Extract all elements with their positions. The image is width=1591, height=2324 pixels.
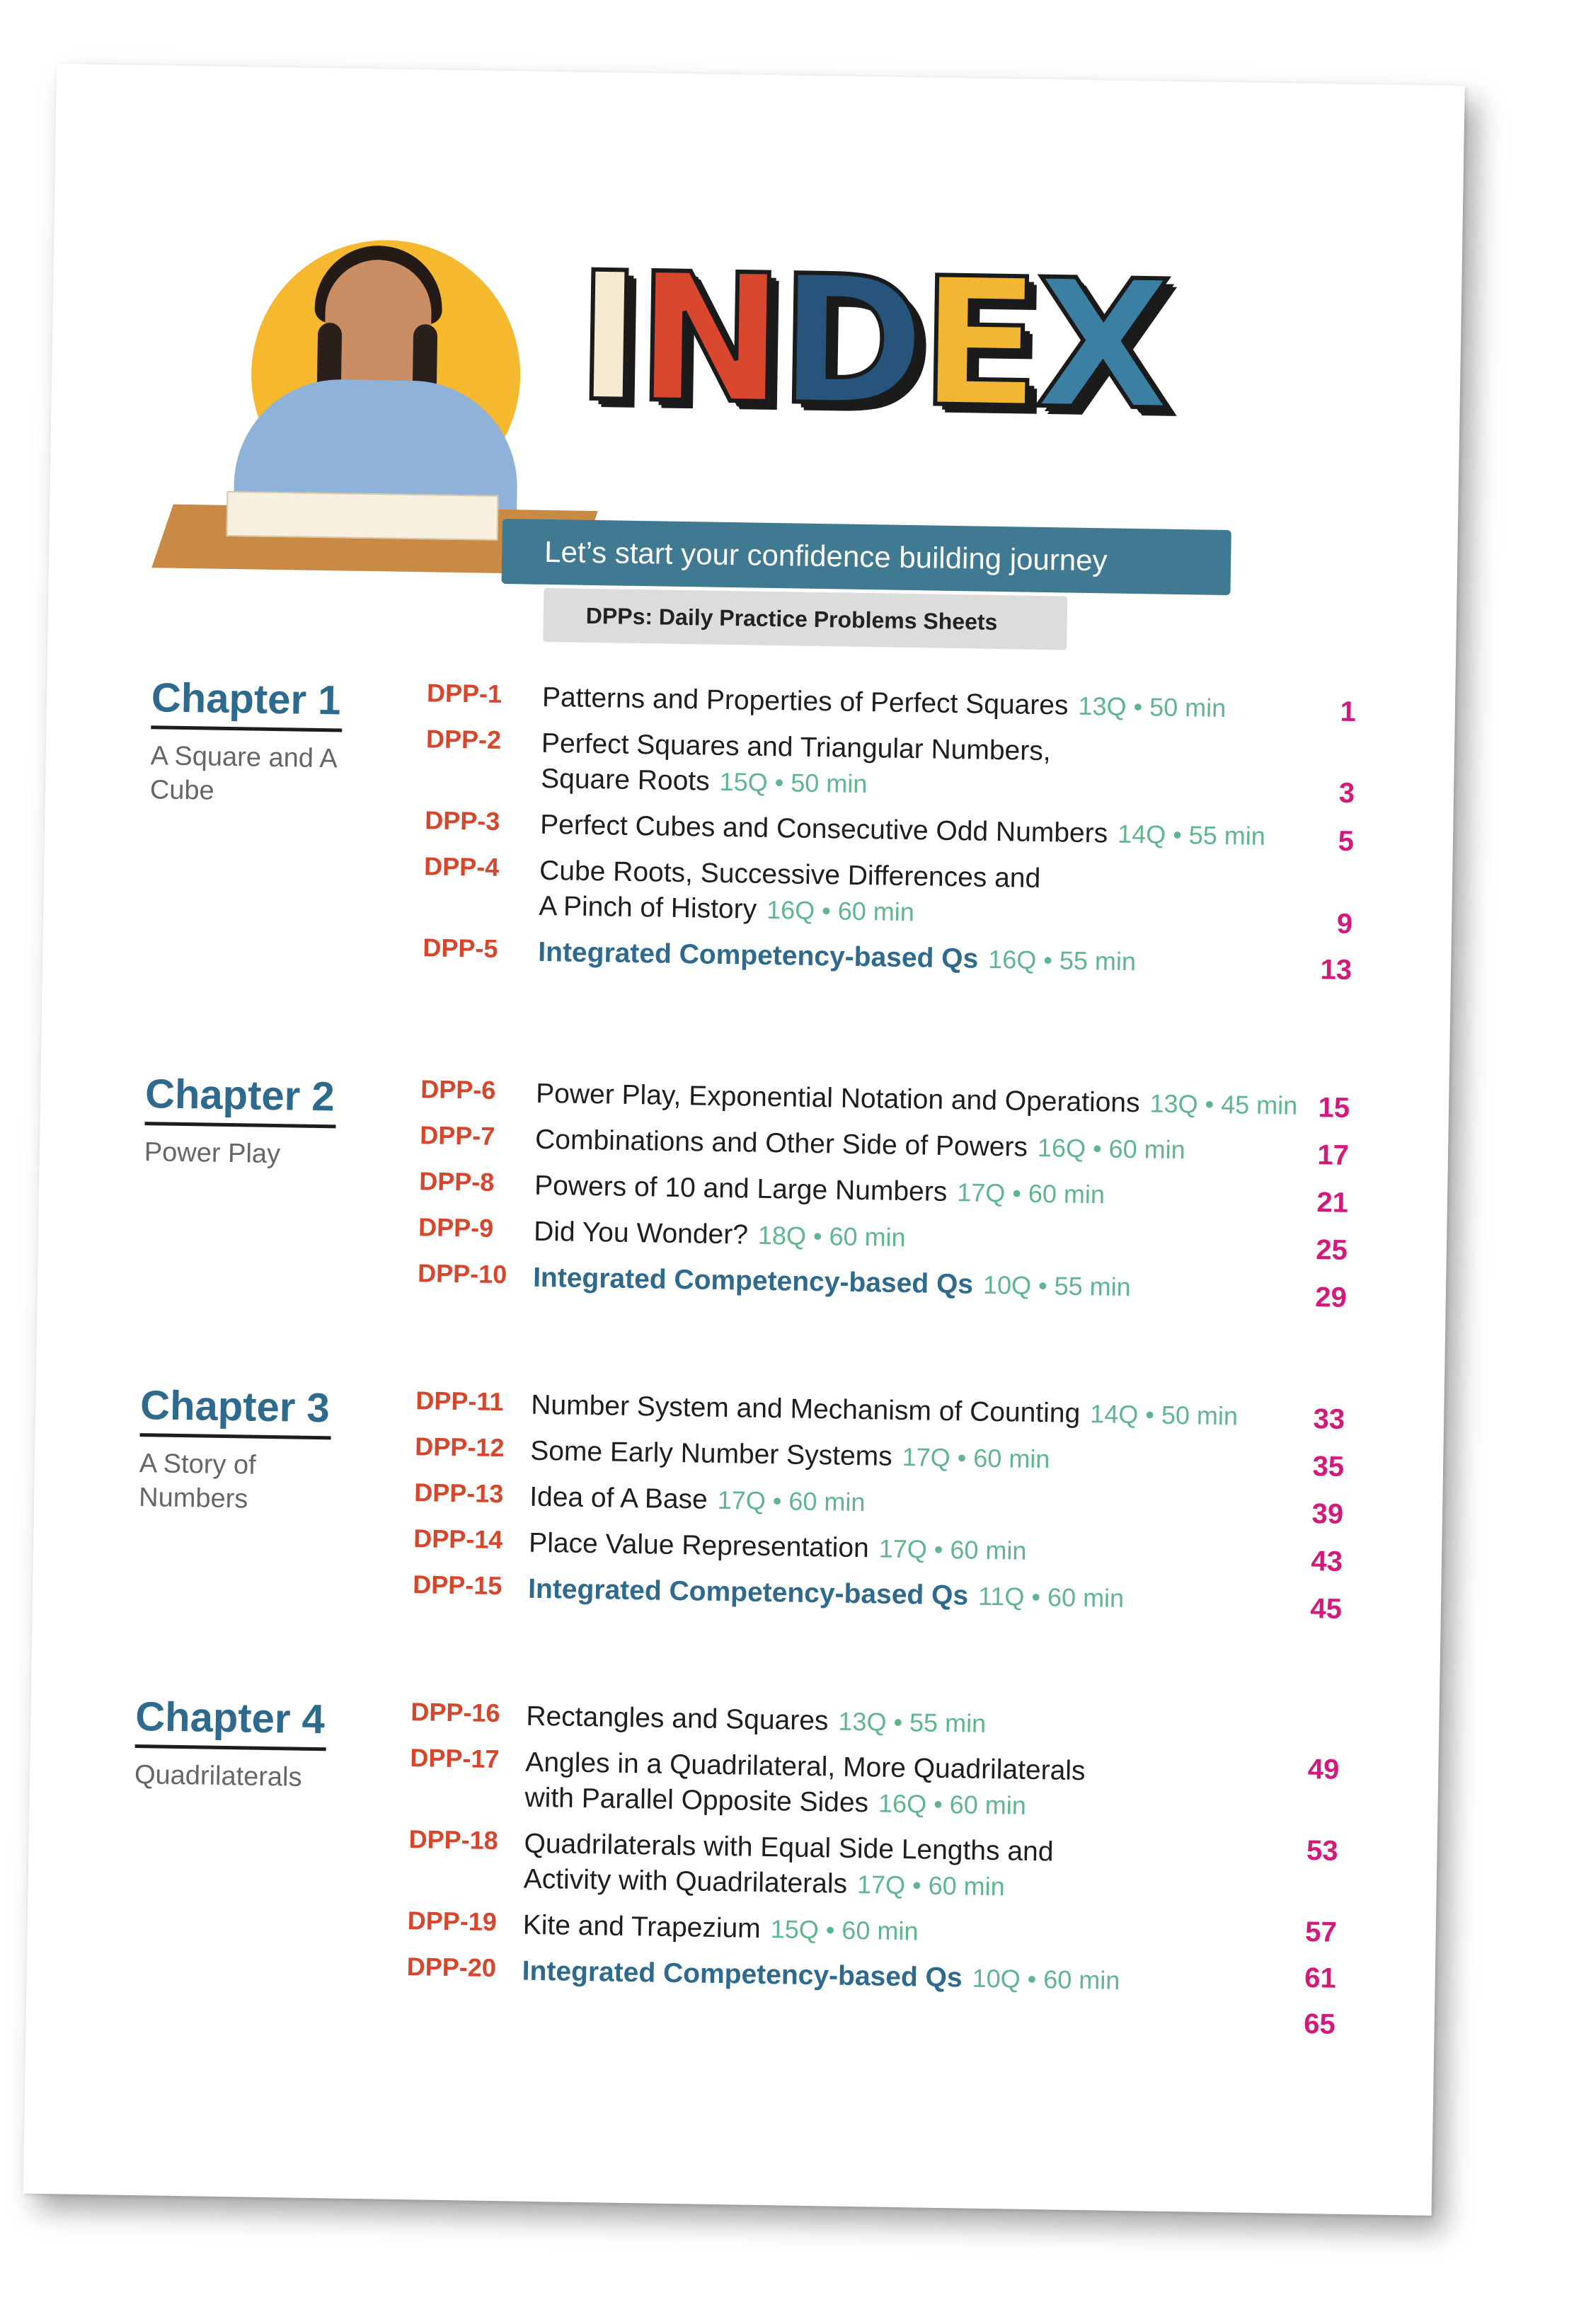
dpp-meta: 17Q • 60 min xyxy=(717,1485,866,1517)
dpp-code: DPP-13 xyxy=(414,1478,504,1509)
dpp-meta: 15Q • 60 min xyxy=(770,1914,919,1946)
dpp-title-text: Angles in a Quadrilateral, More Quadrilaterals xyxy=(525,1747,1086,1787)
dpp-title-text: Integrated Competency-based Qs xyxy=(522,1955,963,1994)
dpp-meta: 17Q • 60 min xyxy=(956,1178,1105,1209)
dpp-meta: 13Q • 45 min xyxy=(1149,1088,1298,1120)
dpp-meta: 16Q • 60 min xyxy=(878,1788,1027,1820)
chapter-2-section xyxy=(41,1069,1449,1313)
dpp-code: DPP-3 xyxy=(424,805,500,836)
dpp-title-text: Rectangles and Squares xyxy=(526,1701,829,1737)
index-letter: I xyxy=(574,234,638,441)
index-title xyxy=(574,234,1168,449)
dpp-meta: 17Q • 60 min xyxy=(856,1870,1006,1902)
page-number: 35 xyxy=(1312,1451,1345,1483)
dpp-title-text-line2: with Parallel Opposite Sides xyxy=(524,1782,869,1819)
dpp-title-text: Number System and Mechanism of Counting xyxy=(530,1389,1081,1429)
index-letter: D xyxy=(776,237,922,446)
index-letter: X xyxy=(1033,241,1168,449)
page-number: 61 xyxy=(1304,1962,1337,1994)
tagline-banner: Let’s start your confidence building journey xyxy=(502,519,1231,595)
dpp-title-text-line2: A Pinch of History xyxy=(539,890,757,925)
subtagline-banner: DPPs: Daily Practice Problems Sheets xyxy=(543,588,1067,650)
dpp-title-text: Patterns and Properties of Perfect Squares xyxy=(541,681,1069,721)
page-number: 53 xyxy=(1306,1835,1338,1867)
chapter-subtitle: Power Play xyxy=(144,1137,281,1170)
dpp-title-text: Quadrilaterals with Equal Side Lengths and xyxy=(524,1828,1054,1868)
dpp-code: DPP-10 xyxy=(417,1258,507,1289)
dpp-meta: 18Q • 60 min xyxy=(757,1220,906,1253)
dpp-title xyxy=(536,1076,1343,1124)
dpp-meta: 17Q • 60 min xyxy=(878,1534,1027,1565)
dpp-title-text: Kite and Trapezium xyxy=(522,1909,762,1944)
dpp-title-text: Perfect Squares and Triangular Numbers, xyxy=(541,727,1051,767)
page-number: 43 xyxy=(1311,1546,1343,1577)
dpp-title-text: Cube Roots, Successive Differences and xyxy=(539,855,1041,894)
dpp-title xyxy=(534,1168,1342,1216)
dpp-meta: 13Q • 55 min xyxy=(838,1706,987,1738)
dpp-meta: 16Q • 55 min xyxy=(987,944,1137,977)
chapter-1-section xyxy=(47,672,1455,986)
chapter-subtitle: Quadrilaterals xyxy=(134,1760,302,1793)
dpp-meta: 13Q • 50 min xyxy=(1078,691,1227,723)
dpp-title xyxy=(533,1260,1340,1308)
dpp-code: DPP-16 xyxy=(410,1697,500,1728)
dpp-code: DPP-19 xyxy=(407,1906,498,1937)
page-number: 29 xyxy=(1314,1282,1348,1313)
dpp-title-text: Integrated Competency-based Qs xyxy=(527,1573,969,1611)
dpp-title xyxy=(530,1434,1338,1482)
dpp-title xyxy=(531,1388,1338,1436)
dpp-code: DPP-1 xyxy=(426,678,502,708)
dpp-title xyxy=(539,853,1346,937)
dpp-code: DPP-2 xyxy=(425,724,502,754)
dpp-meta: 16Q • 60 min xyxy=(1037,1132,1186,1165)
page-number: 9 xyxy=(1336,908,1353,940)
page-number: 1 xyxy=(1340,696,1357,727)
dpp-title xyxy=(522,1954,1329,2002)
dpp-title-text: Place Value Representation xyxy=(528,1527,870,1564)
illustration-notebook xyxy=(226,491,499,541)
index-letter: E xyxy=(918,239,1037,447)
dpp-title xyxy=(529,1526,1336,1574)
chapter-3-section xyxy=(36,1380,1444,1625)
chapter-subtitle: A Story of Numbers xyxy=(138,1449,257,1514)
page-number: 15 xyxy=(1318,1092,1350,1124)
dpp-title xyxy=(542,680,1350,728)
page-number: 17 xyxy=(1317,1139,1350,1171)
dpp-title xyxy=(526,1699,1333,1747)
dpp-code: DPP-15 xyxy=(412,1570,502,1601)
dpp-code: DPP-12 xyxy=(415,1432,505,1463)
page-number: 39 xyxy=(1311,1498,1344,1530)
page-number: 3 xyxy=(1338,777,1355,809)
dpp-title-text: Some Early Number Systems xyxy=(529,1435,893,1472)
dpp-meta: 10Q • 60 min xyxy=(972,1963,1120,1995)
dpp-title xyxy=(541,726,1348,810)
dpp-title xyxy=(540,807,1348,856)
dpp-meta: 14Q • 50 min xyxy=(1089,1399,1239,1431)
dpp-code: DPP-17 xyxy=(410,1743,500,1774)
dpp-title-text: Perfect Cubes and Consecutive Odd Numbers xyxy=(539,809,1108,849)
dpp-title xyxy=(538,935,1345,983)
index-letter: N xyxy=(634,234,781,444)
page-number: 33 xyxy=(1313,1403,1345,1435)
page-number: 5 xyxy=(1338,825,1355,857)
index-page xyxy=(23,64,1465,2216)
dpp-title-text: Integrated Competency-based Qs xyxy=(538,936,979,974)
dpp-title xyxy=(528,1572,1336,1620)
dpp-title-text-line2: Activity with Quadrilaterals xyxy=(523,1863,848,1899)
dpp-title xyxy=(523,1827,1331,1910)
dpp-title-text: Idea of A Base xyxy=(529,1481,708,1515)
page-number: 13 xyxy=(1320,954,1352,986)
dpp-meta: 16Q • 60 min xyxy=(766,894,915,927)
dpp-code: DPP-7 xyxy=(419,1120,495,1151)
dpp-title-text: Integrated Competency-based Qs xyxy=(532,1262,974,1300)
chapter-title: Chapter 4 xyxy=(135,1693,327,1751)
dpp-title-text: Did You Wonder? xyxy=(533,1216,749,1250)
page-number: 49 xyxy=(1307,1754,1340,1785)
dpp-title xyxy=(524,1745,1332,1829)
page-number: 65 xyxy=(1303,2008,1336,2040)
dpp-code: DPP-11 xyxy=(415,1386,504,1417)
dpp-code: DPP-6 xyxy=(420,1074,496,1105)
dpp-title xyxy=(535,1122,1343,1170)
dpp-meta: 11Q • 60 min xyxy=(977,1581,1125,1613)
chapter-subtitle: A Square and A Cube xyxy=(149,741,336,806)
chapter-title: Chapter 3 xyxy=(140,1381,332,1439)
dpp-title-text: Power Play, Exponential Notation and Operations xyxy=(535,1078,1140,1119)
dpp-code: DPP-8 xyxy=(418,1166,495,1197)
dpp-meta: 15Q • 50 min xyxy=(719,766,868,799)
page-number: 25 xyxy=(1316,1234,1348,1266)
dpp-meta: 14Q • 55 min xyxy=(1117,819,1266,851)
dpp-code: DPP-20 xyxy=(406,1952,497,1983)
dpp-code: DPP-18 xyxy=(408,1824,499,1856)
dpp-title-text: Powers of 10 and Large Numbers xyxy=(534,1170,948,1207)
dpp-meta: 10Q • 55 min xyxy=(982,1270,1132,1302)
dpp-code: DPP-5 xyxy=(423,933,498,963)
page-number: 45 xyxy=(1310,1593,1343,1625)
dpp-title xyxy=(534,1214,1341,1262)
dpp-code: DPP-14 xyxy=(413,1524,503,1555)
chapter-title: Chapter 2 xyxy=(144,1070,336,1128)
dpp-meta: 17Q • 60 min xyxy=(902,1442,1050,1474)
chapter-4-section xyxy=(31,1691,1440,2040)
dpp-title xyxy=(522,1908,1330,1956)
chapter-title: Chapter 1 xyxy=(151,674,343,732)
page-number: 57 xyxy=(1304,1916,1338,1948)
dpp-title-text: Combinations and Other Side of Powers xyxy=(534,1124,1028,1163)
dpp-title xyxy=(529,1480,1337,1528)
dpp-title-text-line2: Square Roots xyxy=(540,763,711,797)
dpp-code: DPP-4 xyxy=(423,851,500,882)
dpp-code: DPP-9 xyxy=(418,1212,494,1243)
page-number: 21 xyxy=(1316,1187,1349,1219)
